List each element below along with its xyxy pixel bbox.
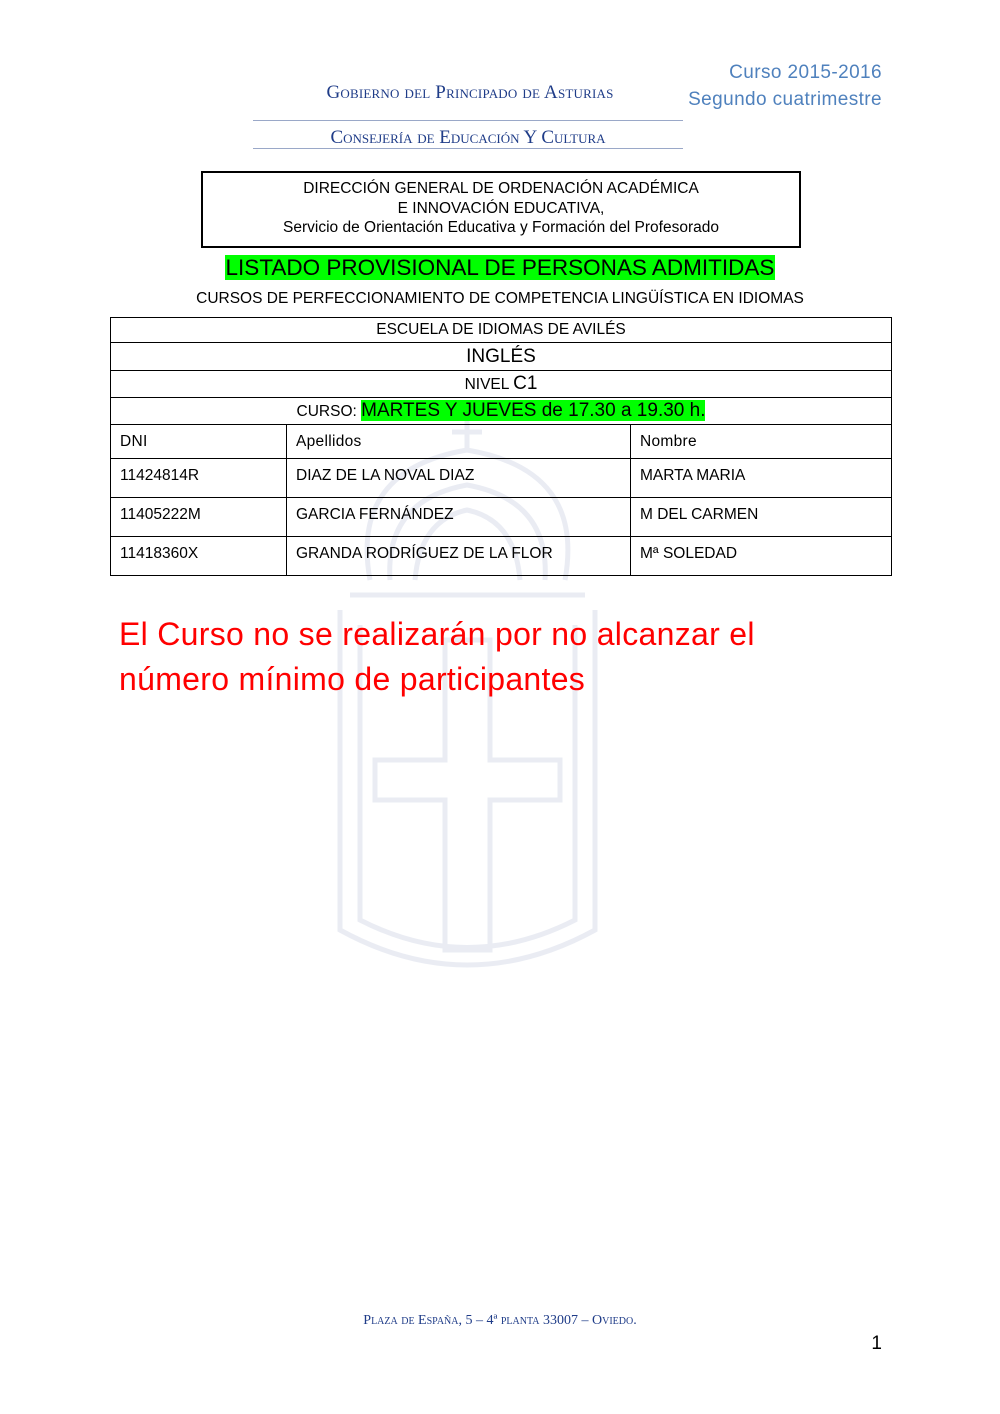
cell-dni: 11405222M [111, 498, 287, 537]
document-title [0, 254, 1000, 281]
language: INGLÉS [111, 343, 892, 371]
footer-address: Plaza de España, 5 – 4ª planta 33007 – Oviedo. [363, 1313, 637, 1328]
table-row [111, 459, 892, 498]
notice-line-1: El Curso no se realizarán por no alcanzar el [119, 616, 755, 652]
document-title-text: LISTADO PROVISIONAL DE PERSONAS ADMITIDAS [225, 255, 775, 280]
cell-dni: 11418360X [111, 537, 287, 576]
page-number: 1 [871, 1333, 882, 1354]
consejeria-name: Consejería de Educación Y Cultura [330, 127, 606, 146]
table-row [111, 537, 892, 576]
cell-nombre: MARTA MARIA [631, 459, 892, 498]
cancellation-notice [119, 612, 899, 702]
course-label: CURSO: [296, 403, 357, 420]
level-cell [111, 371, 892, 398]
column-header-apellidos: Apellidos [287, 425, 631, 459]
cell-apellidos: GRANDA RODRÍGUEZ DE LA FLOR [287, 537, 631, 576]
admitted-table [110, 317, 892, 576]
course-cell [111, 398, 892, 425]
table-row [111, 498, 892, 537]
level-value: C1 [513, 373, 538, 394]
cell-apellidos: GARCIA FERNÁNDEZ [287, 498, 631, 537]
cell-nombre: M DEL CARMEN [631, 498, 892, 537]
cell-nombre: Mª SOLEDAD [631, 537, 892, 576]
cell-dni: 11424814R [111, 459, 287, 498]
school-name: ESCUELA DE IDIOMAS DE AVILÉS [111, 318, 892, 343]
government-name: Gobierno del Principado de Asturias [326, 82, 614, 103]
semester: Segundo cuatrimestre [688, 89, 882, 110]
notice-line-2: número mínimo de participantes [119, 661, 586, 697]
cell-apellidos: DIAZ DE LA NOVAL DIAZ [287, 459, 631, 498]
direction-line-2: E INNOVACIÓN EDUCATIVA, [397, 199, 605, 217]
course-year: Curso 2015-2016 [729, 62, 882, 83]
document-subtitle: CURSOS DE PERFECCIONAMIENTO DE COMPETENCIA LINGÜÍSTICA EN IDIOMAS [196, 290, 804, 307]
course-schedule: MARTES Y JUEVES de 17.30 a 19.30 h. [361, 400, 706, 421]
column-header-dni: DNI [111, 425, 287, 459]
header-rule-bottom [253, 148, 683, 149]
direction-line-1: DIRECCIÓN GENERAL DE ORDENACIÓN ACADÉMICA [303, 180, 699, 197]
header-rule-top [253, 120, 683, 121]
level-label: NIVEL [464, 376, 509, 393]
column-header-nombre: Nombre [631, 425, 892, 459]
direction-box [201, 171, 801, 248]
direction-line-3: Servicio de Orientación Educativa y Formación del Profesorado [283, 219, 719, 236]
